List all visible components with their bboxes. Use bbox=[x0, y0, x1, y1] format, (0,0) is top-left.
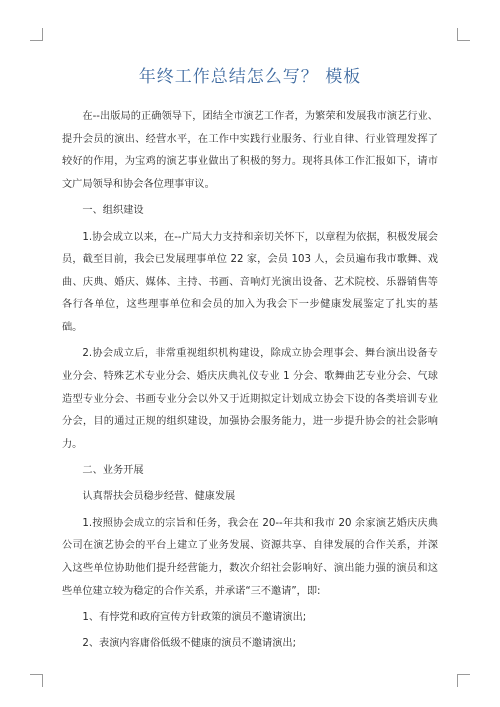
intro-paragraph: 在--出版局的正确领导下，团结全市演艺工作者，为繁荣和发展我市演艺行业、提升会员的演出、经营水平，在工作中实践行业服务、行业自律、行业管理发挥了较好的作用，为宝鸡的演艺事业做出了积极的努力。现将具体工作汇报如下，请市文广局领导和协会各位理事审议。 bbox=[62, 111, 438, 190]
crop-mark-top-left bbox=[30, 28, 43, 41]
body-paragraph: 1.按照协会成立的宗旨和任务，我会在 20--年共和我市 20 余家演艺婚庆庆典公司在演艺协会的平台上建立了业务发展、资源共享、自律发展的合作关系，并深入这些单位协助他们提升经营能力，数次介绍社会影响好、演出能力强的演员和这些单位建立较为稳定的合作关系，并承诺“三不邀请”，即: bbox=[62, 517, 438, 597]
list-item: 1、有悖党和政府宣传方针政策的演员不邀请演出; bbox=[82, 612, 307, 624]
document-body bbox=[62, 106, 438, 660]
subheading: 认真帮扶会员稳步经营、健康发展 bbox=[82, 491, 236, 503]
section-heading-organization: 一、组织建设 bbox=[82, 205, 144, 217]
document-title: 年终工作总结怎么写？ 模板 bbox=[138, 67, 362, 87]
body-paragraph: 1.协会成立以来，在--广局大力支持和亲切关怀下，以章程为依据，积极发展会员，截至目前，我会已发展理事单位 22 家，会员 103 人，会员遍布我市歌舞、戏曲、庆典、婚庆、媒体、主持、书画、音响灯光演出设备、艺术院校、乐器销售等各行各单位，这些理事单位和会员的加入为我会下一步健康发展鉴定了扎实的基础。 bbox=[62, 231, 438, 333]
list-item: 2、表演内容庸俗低级不健康的演员不邀请演出; bbox=[82, 638, 297, 650]
body-paragraph: 2.协会成立后，非常重视组织机构建设，除成立协会理事会、舞台演出设备专业分会、特殊艺术专业分会、婚庆庆典礼仪专业 1 分会、歌舞曲艺专业分会、气球造型专业分会、书画专业分会以外又于近期拟定计划成立协会下设的各类培训专业分会，目的通过正规的组织建设，加强协会服务能力，进一步提升协会的社会影响力。 bbox=[62, 348, 438, 450]
section-heading-business: 二、业务开展 bbox=[82, 465, 144, 477]
crop-mark-top-right bbox=[457, 28, 470, 41]
crop-mark-bottom-left bbox=[30, 674, 43, 687]
crop-mark-bottom-right bbox=[457, 674, 470, 687]
